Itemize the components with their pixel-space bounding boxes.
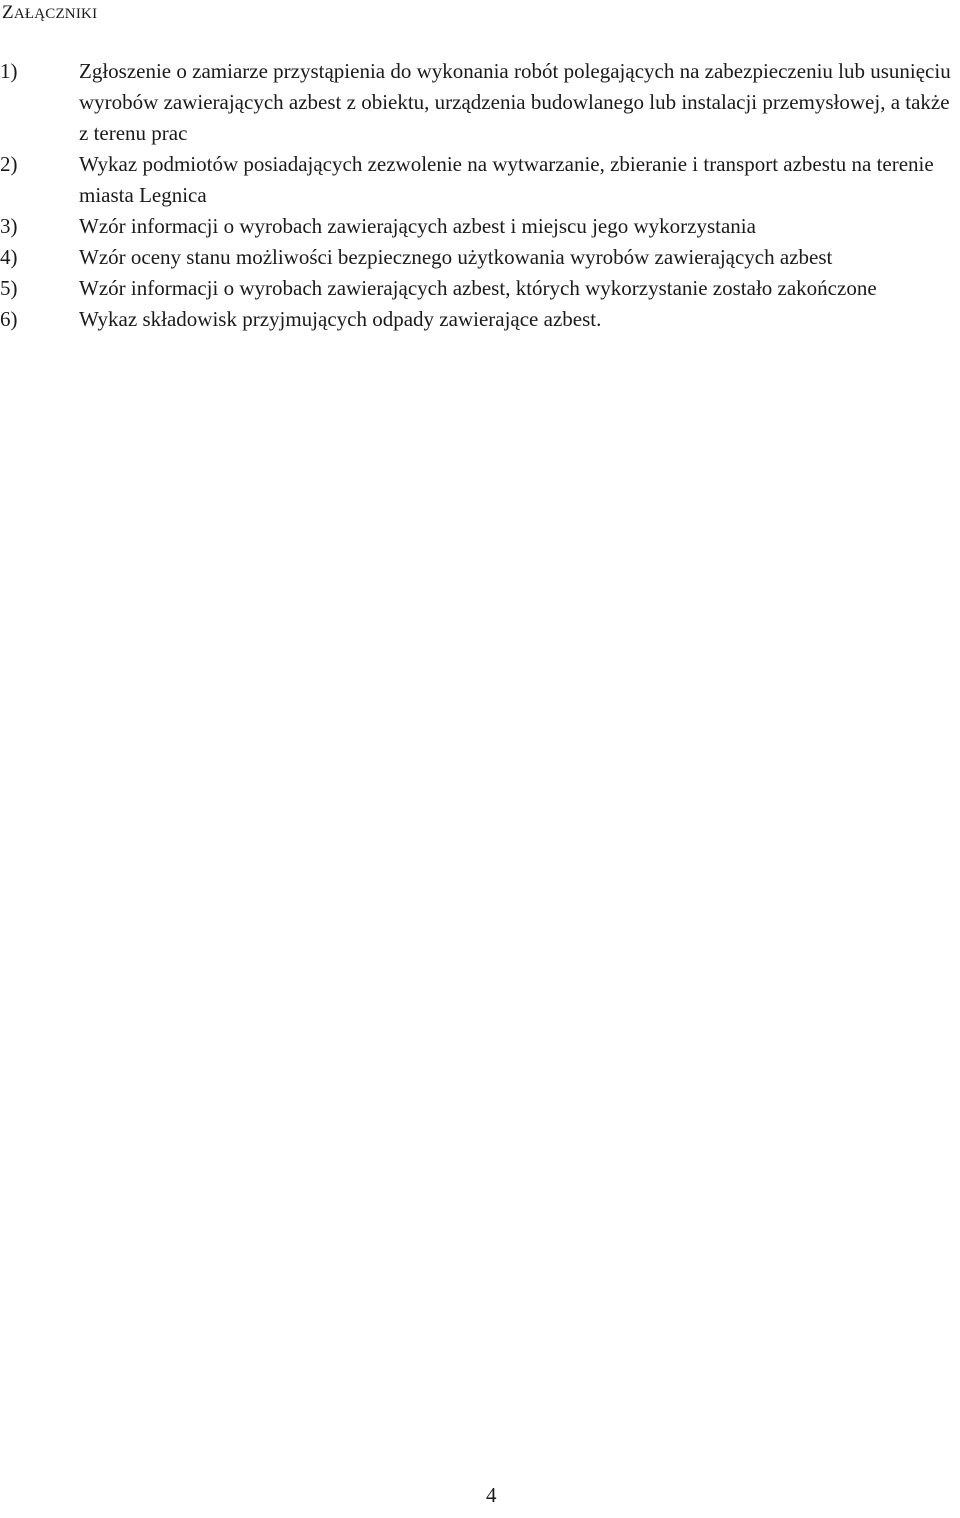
list-item-number: 1) — [0, 59, 18, 83]
list-item — [0, 211, 955, 242]
page-number: 4 — [486, 1483, 497, 1507]
list-item-number: 6) — [0, 307, 18, 331]
list-item — [0, 273, 955, 304]
list-item-text: Wzór informacji o wyrobach zawierających azbest, których wykorzystanie zostało zakończone — [79, 276, 877, 300]
list-item — [0, 56, 955, 149]
section-heading-initial: Z — [2, 2, 14, 23]
list-item-number: 2) — [0, 152, 18, 176]
list-item — [0, 149, 955, 211]
list-item-text: Wzór oceny stanu możliwości bezpiecznego użytkowania wyrobów zawierających azbest — [79, 245, 833, 269]
list-item — [0, 242, 955, 273]
list-item-number: 5) — [0, 276, 18, 300]
list-item-text: Wykaz składowisk przyjmujących odpady zawierające azbest. — [79, 307, 602, 331]
list-item-text: Wykaz podmiotów posiadających zezwolenie na wytwarzanie, zbieranie i transport azbestu na terenie miasta Legnica — [79, 152, 934, 207]
section-heading — [2, 2, 97, 25]
list-item-text: Wzór informacji o wyrobach zawierających azbest i miejscu jego wykorzystania — [79, 214, 756, 238]
list-item-number: 3) — [0, 214, 18, 238]
attachments-list — [0, 56, 955, 335]
section-heading-rest: AŁĄCZNIKI — [13, 6, 98, 22]
list-item-text: Zgłoszenie o zamiarze przystąpienia do wykonania robót polegających na zabezpieczeniu lub usunięciu wyrobów zawierających azbest z obiektu, urządzenia budowlanego lub instalacji przemysłowej, a także z terenu prac — [79, 59, 951, 145]
list-item-number: 4) — [0, 245, 18, 269]
list-item — [0, 304, 955, 335]
